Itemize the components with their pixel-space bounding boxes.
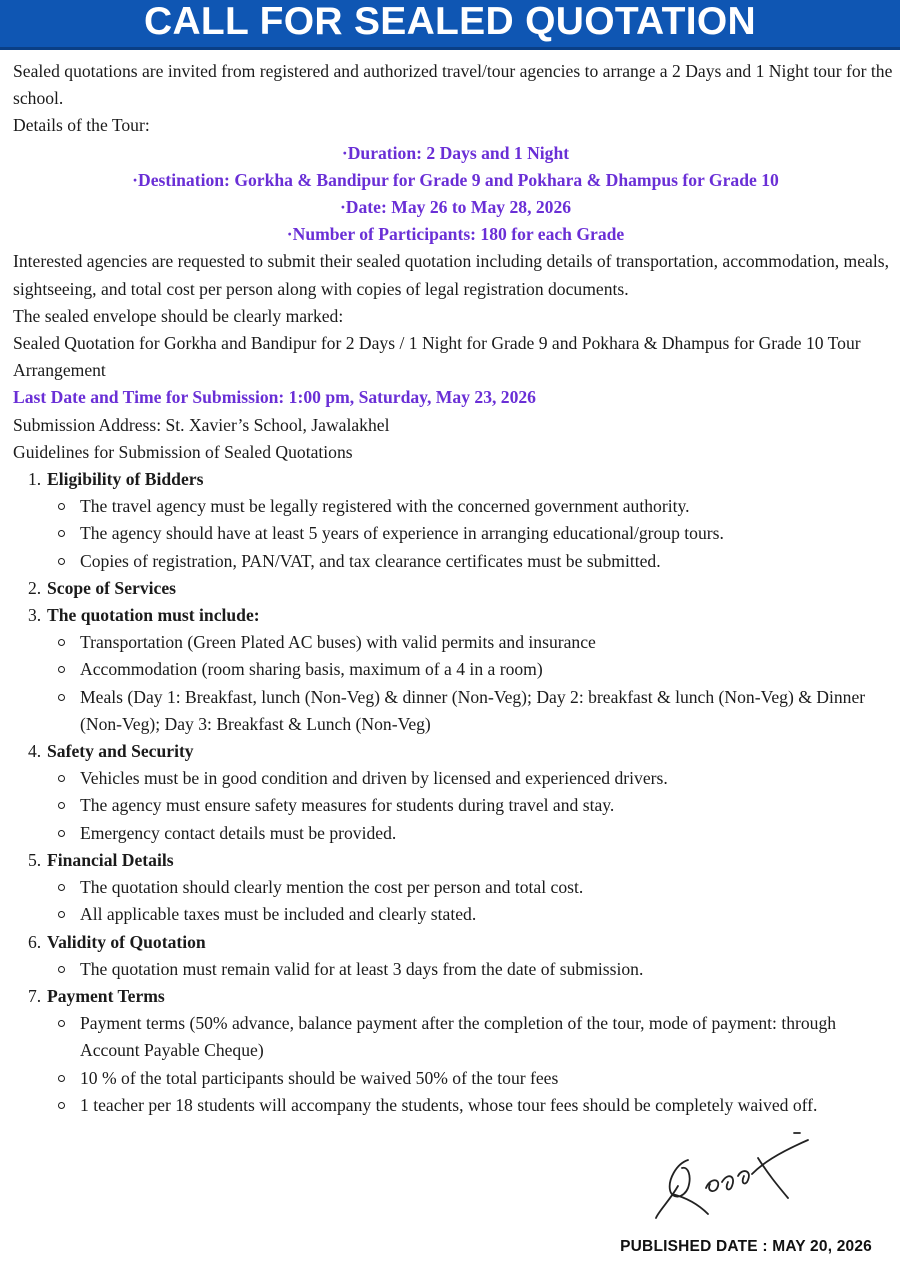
request-paragraph: Interested agencies are requested to submit their sealed quotation including details of transportation, accommodation, meals, sightseeing, and total cost per person along with copies of legal registration documents. xyxy=(13,251,889,299)
section-title: 6. Validity of Quotation xyxy=(13,929,898,956)
section-number: 4. xyxy=(28,741,42,762)
list-item: The quotation must remain valid for at least 3 days from the date of submission. xyxy=(13,956,898,983)
bullet-icon xyxy=(58,1075,65,1082)
list-item: The agency must ensure safety measures for students during travel and stay. xyxy=(13,792,898,819)
list-item: Copies of registration, PAN/VAT, and tax clearance certificates must be submitted. xyxy=(13,548,898,575)
bullet-icon xyxy=(58,666,65,673)
section-title: 7. Payment Terms xyxy=(13,983,898,1010)
section-title: 3. The quotation must include: xyxy=(13,602,898,629)
highlight-duration: ·Duration: 2 Days and 1 Night xyxy=(341,142,570,163)
bullet-icon xyxy=(58,558,65,565)
guideline-section xyxy=(13,738,898,847)
details-heading: Details of the Tour: xyxy=(13,115,150,136)
envelope-mark: Sealed Quotation for Gorkha and Bandipur for 2 Days / 1 Night for Grade 9 and Pokhara & Dhampus for Grade 10 Tour Arrangement xyxy=(13,333,861,381)
notice-body xyxy=(13,58,898,1119)
bullet-icon xyxy=(58,884,65,891)
list-item: The travel agency must be legally registered with the concerned government authority. xyxy=(13,493,898,520)
highlight-date: ·Date: May 26 to May 28, 2026 xyxy=(339,197,572,218)
section-title: 4. Safety and Security xyxy=(13,738,898,765)
bullet-icon xyxy=(58,503,65,510)
guideline-section xyxy=(13,929,898,983)
section-title: 1. Eligibility of Bidders xyxy=(13,466,898,493)
bullet-icon xyxy=(58,1020,65,1027)
bullet-icon xyxy=(58,775,65,782)
bullet-icon xyxy=(58,830,65,837)
section-number: 2. xyxy=(28,577,42,598)
guideline-section xyxy=(13,602,898,738)
section-number: 1. xyxy=(28,469,42,490)
intro-paragraph: Sealed quotations are invited from registered and authorized travel/tour agencies to arrange a 2 Days and 1 Night tour for the school. xyxy=(13,61,893,109)
section-number: 3. xyxy=(28,605,42,626)
section-title: 5. Financial Details xyxy=(13,847,898,874)
section-title: 2. Scope of Services xyxy=(13,575,898,602)
bullet-icon xyxy=(58,966,65,973)
list-item: 1 teacher per 18 students will accompany the students, whose tour fees should be completely waived off. xyxy=(13,1092,898,1119)
section-number: 7. xyxy=(28,985,42,1006)
bullet-icon xyxy=(58,639,65,646)
submission-deadline: Last Date and Time for Submission: 1:00 pm, Saturday, May 23, 2026 xyxy=(13,387,536,408)
guidelines-heading: Guidelines for Submission of Sealed Quotations xyxy=(13,441,353,462)
guideline-section xyxy=(13,466,898,575)
list-item: 10 % of the total participants should be waived 50% of the tour fees xyxy=(13,1065,898,1092)
list-item: Accommodation (room sharing basis, maximum of a 4 in a room) xyxy=(13,656,898,683)
list-item: The agency should have at least 5 years of experience in arranging educational/group tours. xyxy=(13,520,898,547)
bullet-icon xyxy=(58,911,65,918)
bullet-icon xyxy=(58,530,65,537)
highlight-destination: ·Destination: Gorkha & Bandipur for Grade 9 and Pokhara & Dhampus for Grade 10 xyxy=(132,169,779,190)
guideline-section xyxy=(13,847,898,929)
bullet-icon xyxy=(58,802,65,809)
list-item: Payment terms (50% advance, balance payment after the completion of the tour, mode of payment: through Account Payable Cheque) xyxy=(13,1010,898,1064)
highlight-participants: ·Number of Participants: 180 for each Grade xyxy=(286,224,625,245)
page-title: CALL FOR SEALED QUOTATION xyxy=(0,0,900,50)
guideline-section xyxy=(13,983,898,1119)
bullet-icon xyxy=(58,694,65,701)
section-number: 6. xyxy=(28,931,42,952)
list-item: All applicable taxes must be included and clearly stated. xyxy=(13,901,898,928)
signature xyxy=(648,1128,823,1228)
envelope-note: The sealed envelope should be clearly marked: xyxy=(13,305,344,326)
submission-address: Submission Address: St. Xavier’s School, Jawalakhel xyxy=(13,414,390,435)
guideline-section xyxy=(13,575,898,602)
list-item: Transportation (Green Plated AC buses) with valid permits and insurance xyxy=(13,629,898,656)
list-item: Vehicles must be in good condition and driven by licensed and experienced drivers. xyxy=(13,765,898,792)
list-item: Emergency contact details must be provided. xyxy=(13,820,898,847)
published-date: PUBLISHED DATE : MAY 20, 2026 xyxy=(620,1238,872,1255)
list-item: The quotation should clearly mention the cost per person and total cost. xyxy=(13,874,898,901)
section-number: 5. xyxy=(28,849,42,870)
bullet-icon xyxy=(58,1102,65,1109)
list-item: Meals (Day 1: Breakfast, lunch (Non-Veg) & dinner (Non-Veg); Day 2: breakfast & lunch (Non-Veg) & Dinner (Non-Veg); Day 3: Breakfast & Lunch (Non-Veg) xyxy=(13,684,898,738)
